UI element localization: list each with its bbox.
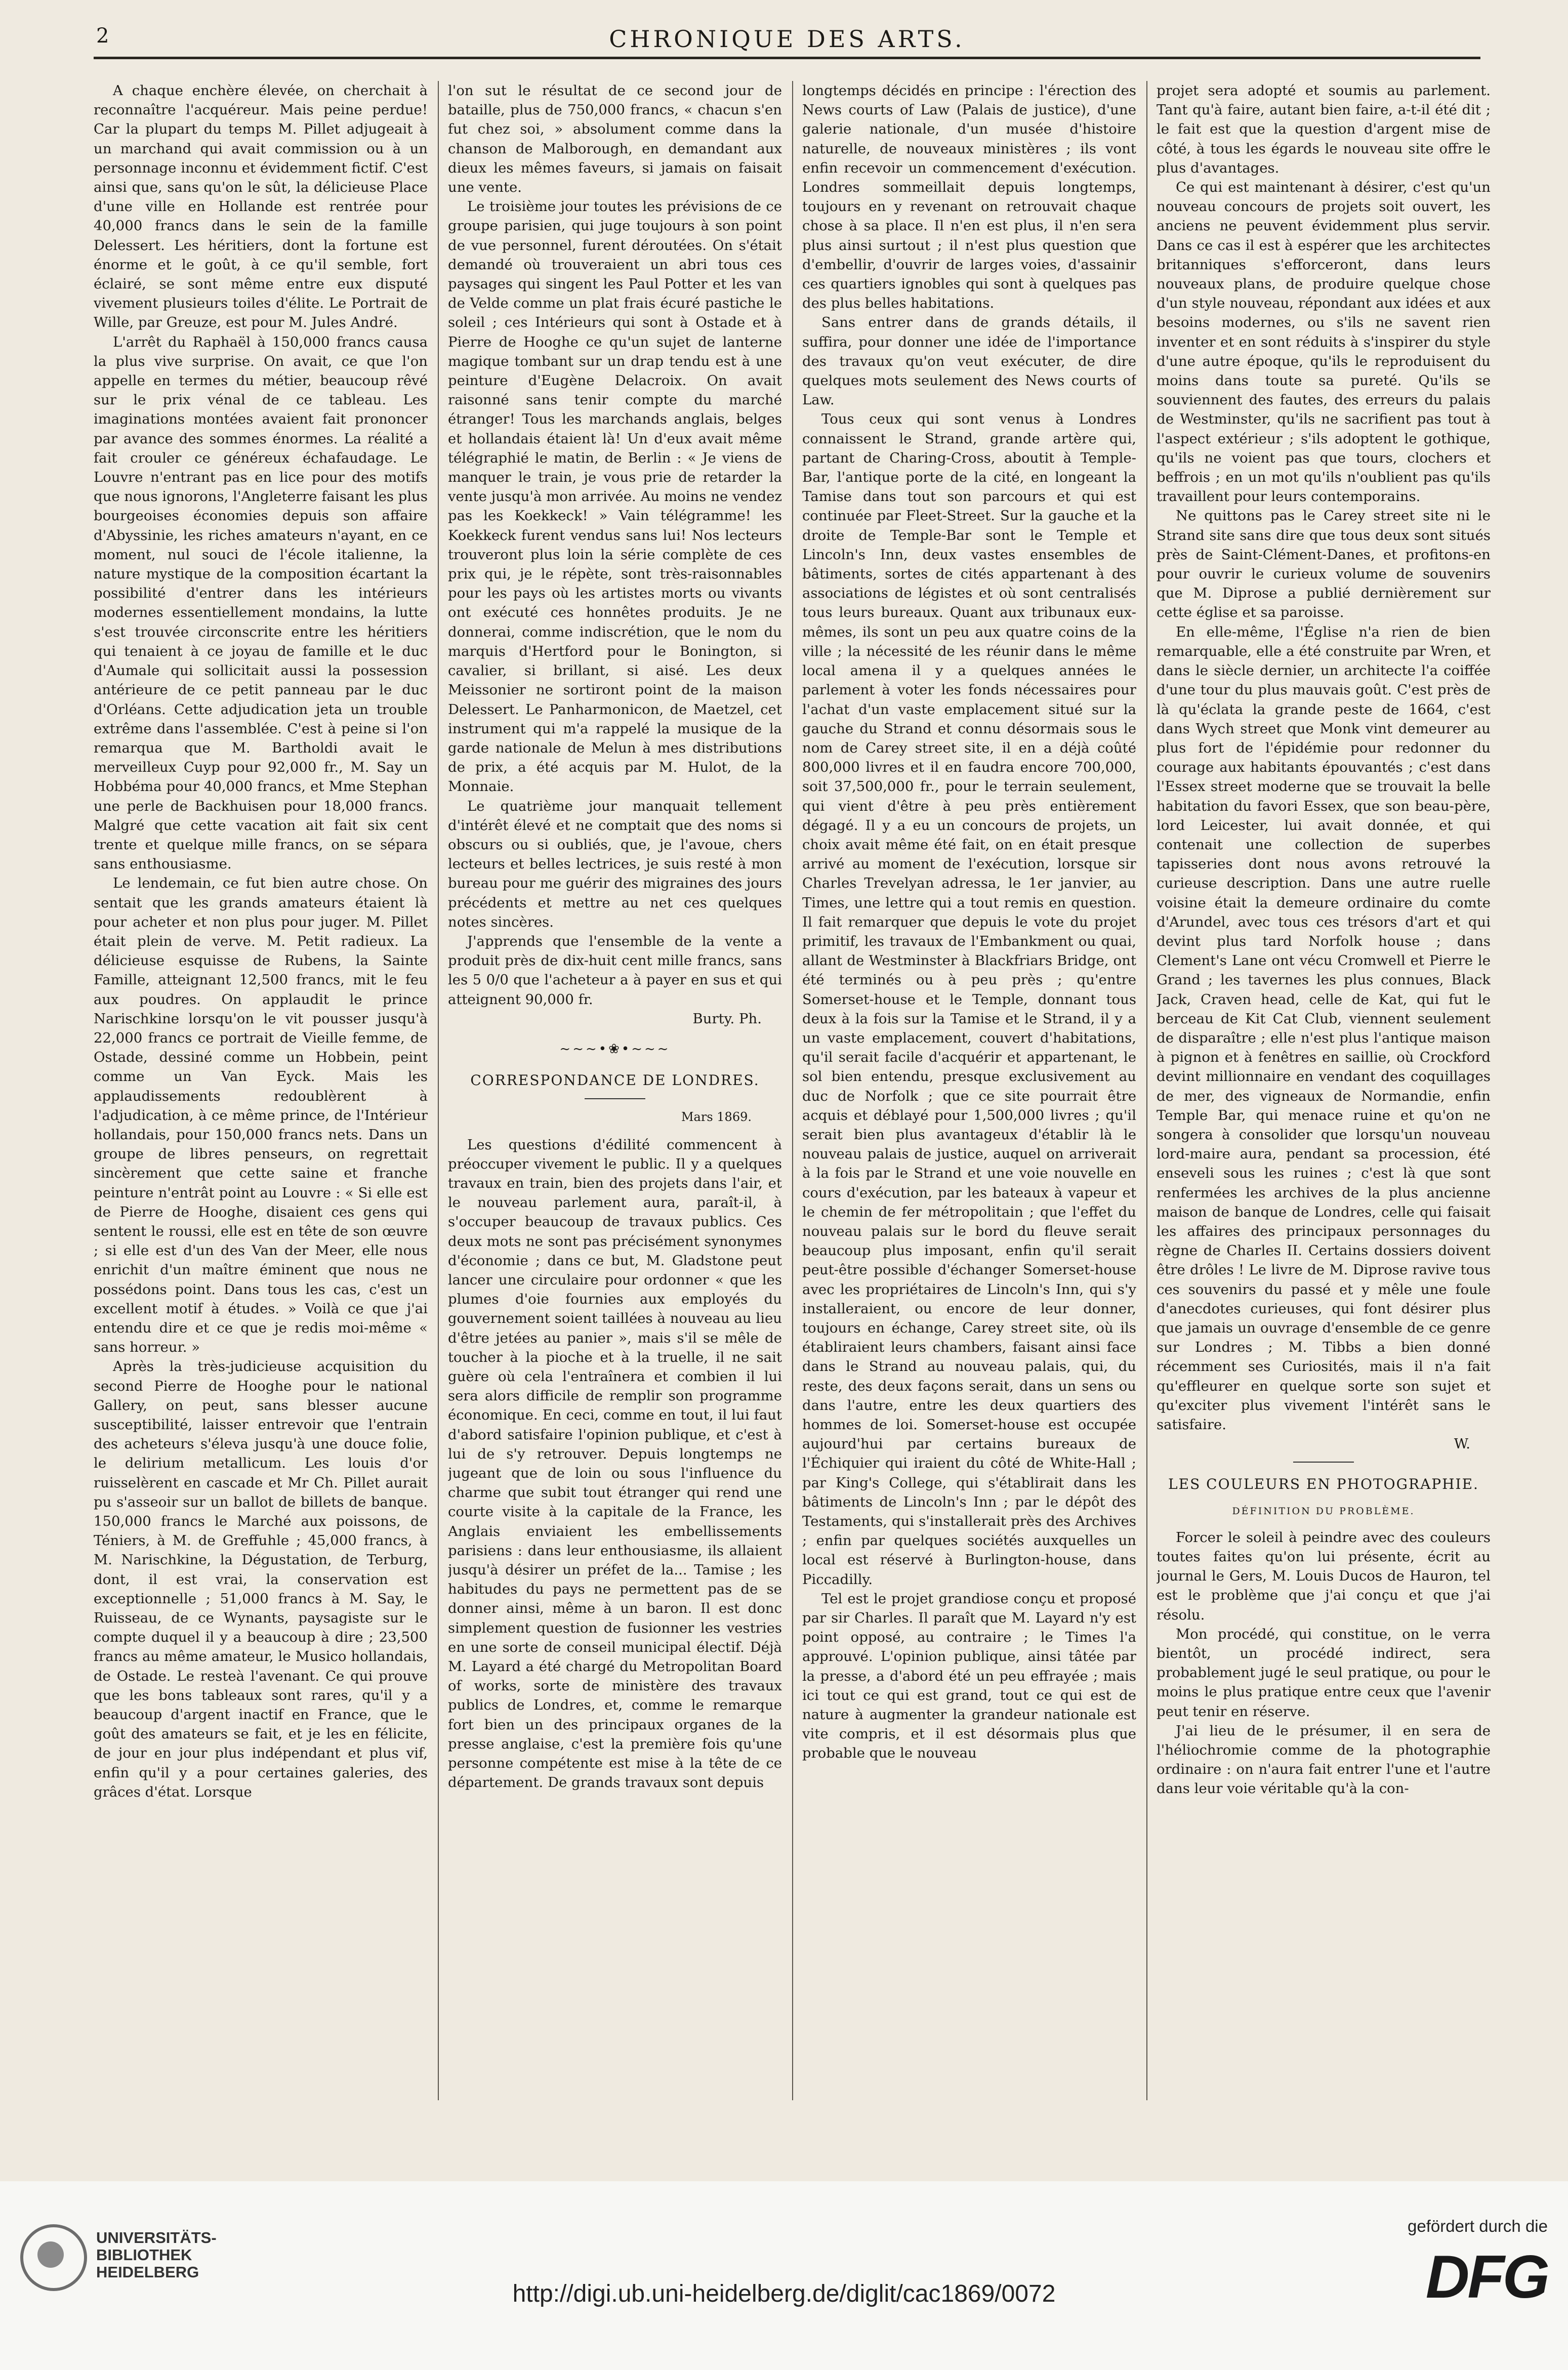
paragraph: Tel est le projet grandiose conçu et proposé par sir Charles. Il paraît que M. Layard n'y est point opposé, au contraire ; le Times l'a approuvé. L'opinion publique, ainsi tâtée par la presse, a d'abord été un peu effrayée ; mais ici tout ce qui est grand, tout ce qui est de nature à augmenter la grandeur nationale est vite compris, et il est désormais plus que probable que le nouveau [802, 1590, 1136, 1762]
paragraph: projet sera adopté et soumis au parlement. Tant qu'à faire, autant bien faire, a-t-il été dit ; le fait est que la question d'argent mise de côté, à tous les égards le nouveau site offre le plus d'avantages. [1157, 82, 1491, 176]
paragraph: J'ai lieu de le présumer, il en sera de l'héliochromie comme de la photographie ordinaire : on n'aura fait entrer l'une et l'autre dans leur voie véritable qu'à la con- [1157, 1722, 1491, 1797]
heading-rule [585, 1098, 645, 1099]
paragraph: Les questions d'édilité commencent à préoccuper vivement le public. Il y a quelques travaux en train, bien des projets dans l'air, et le nouveau parlement aura, paraît-il, à s'occuper beaucoup de travaux publics. Ces deux mots ne sont pas précisément synonymes d'économie ; dans ce but, M. Gladstone peut lancer une circulaire pour ordonner « que les plumes d'oie fournies aux employés du gouvernement soient taillées à nouveau au lieu d'être jetées au panier », mais s'il se mêle de toucher à la pioche et à la truelle, il ne sait guère où cela l'entraînera et combien il lui sera alors difficile de remplir son programme économique. En ceci, comme en tout, il lui faut d'abord satisfaire l'opinion publique, et c'est à lui de s'y retrouver. Depuis longtemps ne jugeant que de loin ou sous l'influence du charme que subit tout étranger qui rend une courte visite à la capitale de la France, les Anglais enviaient les embellissements parisiens : dans leur enthousiasme, ils allaient jusqu'à désirer un préfet de la... Tamise ; les habitudes du pays ne permettent pas de se donner ainsi, même à un baron. Il est donc simplement question de fusionner les vestries en une sorte de conseil municipal électif. Déjà M. Layard a été chargé du Metropolitan Board of works, sorte de ministère des travaux publics de Londres, et, comme le remarque fort bien un des principaux organes de la presse anglaise, c'est la première fois qu'une personne compétente est mise à la tête de ce département. De grands travaux sont depuis [448, 1136, 782, 1791]
column-1 [94, 81, 428, 2105]
dateline: Mars 1869. [681, 1110, 752, 1125]
paragraph: Ce qui est maintenant à désirer, c'est qu'un nouveau concours de projets soit ouvert, les anciens ne peuvent évidemment plus servir. Dans ce cas il est à espérer que les architectes britanniques s'efforceront, dans leurs nouveaux plans, de produire quelque chose d'un style nouveau, répondant aux idées et aux besoins modernes, ou s'ils ne savent rien inventer et en sont réduits à s'inspirer du style d'une autre époque, qu'ils le reproduisent du moins dans toute sa pureté. Qu'ils se souviennent des fautes, des erreurs du palais de Westminster, qu'ils ne sacrifient pas tout à l'aspect extérieur ; s'ils adoptent le gothique, qu'ils ne voient pas que tours, clochers et beffrois ; en un mot qu'ils n'oublient pas qu'ils travaillent pour leurs contemporains. [1157, 179, 1491, 505]
library-line: HEIDELBERG [96, 2263, 199, 2281]
paragraph: Ne quittons pas le Carey street site ni le Strand site sans dire que tous deux sont situés près de Saint-Clément-Danes, et profitons-en pour ouvrir le curieux volume de souvenirs que M. Diprose a publié dernièrement sur cette église et sa paroisse. [1157, 508, 1491, 621]
paragraph: Forcer le soleil à peindre avec des couleurs toutes faites qu'on lui présente, écrit au journal le Gers, M. Louis Ducos de Hauron, tel est le problème que j'ai conçu et que j'ai résolu. [1157, 1529, 1491, 1623]
paragraph: J'apprends que l'ensemble de la vente a produit près de dix-huit cent mille francs, sans les 5 0/0 que l'acheteur a à payer en sus et qui atteignent 90,000 fr. [448, 933, 782, 1008]
paragraph: Mon procédé, qui constitue, on le verra bientôt, un procédé indirect, sera probablement jugé le seul pratique, ou pour le moins le plus pratique entre ceux que l'avenir peut tenir en réserve. [1157, 1626, 1491, 1720]
column-divider [438, 81, 439, 2100]
section-heading: CORRESPONDANCE DE LONDRES. [470, 1072, 760, 1089]
section-subheading: DÉFINITION DU PROBLÈME. [1232, 1505, 1415, 1517]
running-title: CHRONIQUE DES ARTS. [609, 25, 965, 53]
paragraph: Le quatrième jour manquait tellement d'intérêt élevé et ne comptait que des noms si obscurs ou si oubliés, que, je l'avoue, chers lecteurs et belles lectrices, je suis resté à mon bureau pour me guérir des migraines des jours précédents et mettre au net ces quelques notes sincères. [448, 798, 782, 930]
column-2 [448, 81, 782, 2105]
ornament-divider: ~~~•❀•~~~ [559, 1041, 671, 1057]
permalink-url[interactable]: http://digi.ub.uni-heidelberg.de/diglit/cac1869/0072 [512, 2280, 1056, 2307]
paragraph: l'on sut le résultat de ce second jour de bataille, plus de 750,000 francs, « chacun s'en fut chez soi, » absolument comme dans la chanson de Malborough, en demandant aux dieux les mêmes faveurs, si jamais on faisait une vente. [448, 82, 782, 196]
section-rule [1293, 1462, 1354, 1463]
column-divider [792, 81, 793, 2100]
dfg-logo: DFG [1425, 2243, 1548, 2311]
paragraph: Le lendemain, ce fut bien autre chose. On sentait que les grands amateurs étaient là pour acheter et non plus pour juger. M. Pillet était plein de verve. M. Petit radieux. La délicieuse esquisse de Rubens, la Sainte Famille, atteignant 12,500 francs, mit le feu aux poudres. On applaudit le prince Narischkine lorsqu'on le vit pousser jusqu'à 22,000 francs ce portrait de Vieille femme, de Ostade, dessiné comme un Hobbein, peint comme un Van Eyck. Mais les applaudissements redoublèrent à l'adjudication, à ce même prince, de l'Intérieur hollandais, pour 150,000 francs nets. Dans un groupe de libres penseurs, on regrettait sincèrement que cette saine et franche peinture n'entrât point au Louvre : « Si elle est de Pierre de Hooghe, disaient ces gens qui sentent le roussi, elle est en tête de son œuvre ; si elle est d'un des Van der Meer, elle nous enrichit d'un maître éminent que nous ne possédons point. Dans tous les cas, c'est un excellent motif à études. » Voilà ce que j'ai entendu dire et ce que je redis moi-même « sans horreur. » [94, 875, 428, 1356]
paragraph: Tous ceux qui sont venus à Londres connaissent le Strand, grande artère qui, partant de Charing-Cross, aboutit à Temple-Bar, l'antique porte de la cité, en longeant la Tamise dans tout son parcours et qui est continuée par Fleet-Street. Sur la gauche et la droite de Temple-Bar sont le Temple et Lincoln's Inn, deux vastes ensembles de bâtiments, sortes de cités appartenant à des associations de légistes et où sont centralisés tous leurs bureaux. Quant aux tribunaux eux-mêmes, ils sont un peu aux quatre coins de la ville ; la nécessité de les réunir dans le même local amena il y a quelques années le parlement à voter les fonds nécessaires pour l'achat d'un vaste emplacement situé sur la gauche du Strand et connu désormais sous le nom de Carey street site, il en a déjà coûté 800,000 livres et il en faudra encore 700,000, soit 37,500,000 fr., pour le terrain seulement, qui vient d'être à peu près entièrement dégagé. Il y a eu un concours de projets, un choix avait même été fait, on en était presque arrivé au moment de l'exécution, lorsque sir Charles Trevelyan adressa, le 1er janvier, au Times, une lettre qui a tout remis en question. Il fait remarquer que depuis le vote du projet primitif, les travaux de l'Embankment ou quai, allant de Westminster à Blackfriars Bridge, ont été terminés ou à peu près ; qu'entre Somerset-house et le Temple, donnant tous deux à la fois sur la Tamise et le Strand, il y a un vaste emplacement, couvert d'habitations, qu'il serait facile d'acquérir et appartenant, le sol bien entendu, presque exclusivement au duc de Norfolk ; que ce site pourrait être acquis et déblayé pour 1,500,000 livres ; qu'il serait bien plus avantageux d'établir là le nouveau palais de justice, auquel on arriverait à la fois par le Strand et une voie nouvelle en cours d'exécution, par les bateaux à vapeur et le chemin de fer métropolitain ; que l'effet du nouveau palais sur le bord du fleuve serait beaucoup plus imposant, enfin qu'il serait peut-être possible d'échanger Somerset-house avec les propriétaires de Lincoln's Inn, qui s'y installeraient, ou encore de leur donner, toujours en échange, Carey street site, où ils établiraient leurs chambers, faisant ainsi face dans le Strand au nouveau palais, qui, du reste, des deux façons serait, dans un sens ou dans l'autre, entre les deux quartiers des hommes de loi. Somerset-house est occupée aujourd'hui par certains bureaux de l'Échiquier qui iraient du côté de White-Hall ; par King's College, qui s'établirait dans les bâtiments de Lincoln's Inn ; par le dépôt des Testaments, qui s'installerait près des Archives ; enfin par quelques sociétés auxquelles un local est réservé à Burlington-house, dans Piccadilly. [802, 411, 1136, 1588]
section-heading: LES COULEURS EN PHOTOGRAPHIE. [1168, 1476, 1479, 1493]
paragraph: longtemps décidés en principe : l'érection des News courts of Law (Palais de justice), d'une galerie nationale, d'un musée d'histoire naturelle, de nouveaux ministères ; ils vont enfin recevoir un commencement d'exécution. Londres sommeillait depuis longtemps, toujours en y revenant on retrouvait chaque chose à sa place. Il n'en est plus, il n'en sera plus ainsi surtout ; il n'est plus question que d'embellir, d'ouvrir de larges voies, d'assainir ces quartiers ignobles qui sont à quelques pas des plus belles habitations. [802, 82, 1136, 312]
paragraph: En elle-même, l'Église n'a rien de bien remarquable, elle a été construite par Wren, et dans le siècle dernier, un architecte l'a coiffée d'une tour du plus mauvais goût. C'est près de là qu'éclata la grande peste de 1664, c'est dans Wych street que Monk vint demeurer au plus fort de l'épidémie pour redonner du courage aux habitants épouvantés ; c'est dans l'Essex street moderne que se trouvait la belle habitation du favori Essex, que son beau-père, lord Leicester, lui avait donnée, et qui contenait une collection de superbes tapisseries dont nous avons retrouvé la curieuse description. Dans une autre ruelle voisine était la demeure ordinaire du comte d'Arundel, avec tous ces trésors d'art et qui devint plus tard Norfolk house ; dans Clement's Lane ont vécu Cromwell et Pierre le Grand ; les tavernes les plus connues, Black Jack, Craven head, celle de Kat, qui fut le berceau de Kit Cat Club, viennent seulement de disparaître ; elle n'est plus l'antique maison à pignon et à fenêtres en saillie, où Crockford devint millionnaire en vendant des coquillages de mer, des vigneaux de Normandie, enfin Temple Bar, qui menace ruine et qu'on ne songera à consolider que lorsqu'un nouveau lord-maire aura, pendant sa procession, été enseveli sous les ruines ; c'est là que sont renfermées les archives de la plus ancienne maison de banque de Londres, celle qui faisait les affaires des principaux personnages du règne de Charles II. Certains dossiers doivent être drôles ! Le livre de M. Diprose ravive tous ces souvenirs du passé et y mêle une foule d'anecdotes curieuses, qui font désirer plus que jamais un ouvrage d'ensemble de ce genre sur Londres ; M. Tibbs a bien donné récemment ses Curiosités, mais il n'a fait qu'effleurer en quelque sorte son sujet et qu'exciter plus vivement l'intérêt sans le satisfaire. [1157, 623, 1491, 1433]
library-name [96, 2229, 217, 2281]
library-line: BIBLIOTHEK [96, 2246, 192, 2264]
page-header [96, 20, 1478, 56]
signature: Burty. Ph. [692, 1010, 762, 1027]
paragraph: Sans entrer dans de grands détails, il suffira, pour donner une idée de l'importance des travaux qu'on veut exécuter, de dire quelques mots seulement des News courts of Law. [802, 314, 1136, 408]
signature: W. [1454, 1436, 1470, 1452]
paragraph: Le troisième jour toutes les prévisions de ce groupe parisien, qui juge toujours à son point de vue personnel, furent déroutées. On s'était demandé où trouveraient un abri tous ces paysages qui singent les Paul Potter et les van de Velde comme un plat frais écuré pastiche le soleil ; ces Intérieurs qui sont à Ostade et à Pierre de Hooghe ce qu'un sujet de lanterne magique tombant sur un drap tendu est à une peinture d'Eugène Delacroix. On avait raisonné sans tenir compte du marché étranger! Tous les marchands anglais, belges et hollandais étaient là! Un d'eux avait même télégraphié le matin, de Berlin : « Je viens de manquer le train, je vous prie de retarder la vente jusqu'à mon arrivée. Au moins ne vendez pas les Koekkeck! » Vain télégramme! les Koekkeck furent vendus sans lui! Nos lecteurs trouveront plus loin la série complète de ces prix qui, je le répète, sont très-raisonnables pour les pays où les artistes morts ou vivants ont exécuté ces honnêtes produits. Je ne donnerai, comme indiscrétion, que le nom du marquis d'Hertford pour le Bonington, si cavalier, si brillant, si aisé. Les deux Meissonier ne sortiront point de la maison Delessert. Le Panharmonicon, de Maetzel, cet instrument qui m'a rappelé la musique de la garde nationale de Melun à mes distributions de prix, a été acquis par M. Hulot, de la Monnaie. [448, 198, 782, 795]
column-divider [1146, 81, 1147, 2100]
viewer-footer [0, 2181, 1568, 2370]
funding-note: gefördert durch die [1407, 2217, 1548, 2235]
header-rule [94, 57, 1480, 59]
page-number: 2 [96, 24, 109, 48]
paragraph: L'arrêt du Raphaël à 150,000 francs causa la plus vive surprise. On avait, ce que l'on appelle en termes du métier, beaucoup rêvé sur le prix vénal de ce tableau. Les imaginations montées avaient fait prononcer par avance des sommes énormes. La réalité a fait crouler ce généreux échafaudage. Le Louvre n'entrant pas en lice pour des motifs que nous ignorons, l'Angleterre faisant les plus bourgeoises économies depuis son affaire d'Abyssinie, les riches amateurs n'ayant, en ce moment, nul souci de l'école italienne, la nature mystique de la composition écartant la possibilité d'entrer dans les intérieurs modernes essentiellement mondains, la lutte s'est trouvée circonscrite entre les héritiers qui tenaient à ce joyau de famille et le duc d'Aumale qui sollicitait aussi la possession antérieure de ce petit panneau par le duc d'Orléans. Cette adjudication jeta un trouble extrême dans l'assemblée. C'est à peine si l'on remarqua que M. Bartholdi avait le merveilleux Cuyp pour 92,000 fr., M. Say un Hobbéma pour 40,000 francs, et Mme Stephan une perle de Backhuisen pour 18,000 francs. Malgré que cette vacation ait fait six cent trente et quelque mille francs, on se sépara sans enthousiasme. [94, 334, 428, 872]
column-3 [802, 81, 1136, 2105]
paragraph: A chaque enchère élevée, on cherchait à reconnaître l'acquéreur. Mais peine perdue! Car la plupart du temps M. Pillet adjugeait à un marchand qui avait commission ou à un personnage inconnu et évidemment fictif. C'est ainsi que, sans qu'on le sût, la délicieuse Place d'une ville en Hollande est rentrée pour 40,000 francs dans le sein de la famille Delessert. Les héritiers, dont la fortune est énorme et le goût, à ce qu'il semble, fort éclairé, se sont même entre eux disputé vivement plusieurs toiles d'élite. Le Portrait de Wille, par Greuze, est pour M. Jules André. [94, 82, 428, 331]
library-line: UNIVERSITÄTS- [96, 2229, 217, 2247]
text-columns [94, 81, 1491, 2105]
paragraph: Après la très-judicieuse acquisition du second Pierre de Hooghe pour le national Gallery, on peut, sans blesser aucune susceptibilité, laisser entrevoir que l'entrain des acheteurs s'éleva jusqu'à une douce folie, le delirium metallicum. Les louis d'or ruisselèrent en cascade et Mr Ch. Pillet aurait pu s'asseoir sur un ballot de billets de banque. 150,000 francs le Marché aux poissons, de Téniers, à M. de Greffuhle ; 45,000 francs, à M. Narischkine, la Dégustation, de Terburg, dont, il est vrai, la conservation est exceptionnelle ; 51,000 francs à M. Say, le Ruisseau, de ce Wynants, paysagiste sur le compte duquel il y a beaucoup à dire ; 23,500 francs au même amateur, le Musico hollandais, de Ostade. Le resteà l'avenant. Ce qui prouve que les bons tableaux sont rares, qu'il y a beaucoup d'argent inactif en France, que le goût des amateurs se fait, et je les en félicite, de jour en jour plus indépendant et plus vif, enfin qu'il y a pour certaines galeries, des grâces d'état. Lorsque [94, 1358, 428, 1800]
column-4 [1157, 81, 1491, 2105]
